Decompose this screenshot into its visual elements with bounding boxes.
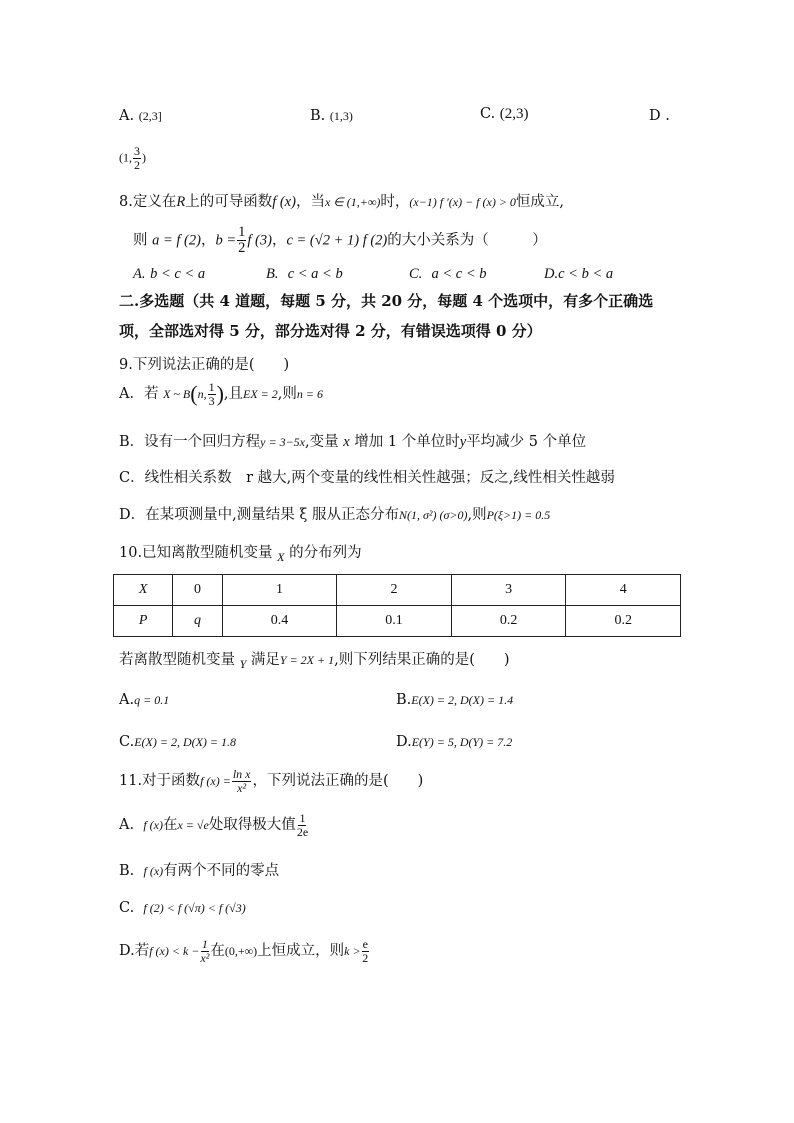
option-label: C. (480, 106, 496, 122)
math: f (x) < k − (149, 944, 200, 959)
q9-stem: 9.下列说法正确的是( ) (119, 357, 290, 373)
denominator: 2 (362, 950, 369, 965)
math: y = 3−5x (260, 435, 306, 449)
text: 的分布列为 (289, 545, 362, 561)
table-cell: 4 (566, 575, 681, 606)
text: 上的可导函数 (185, 194, 273, 210)
text: ，当 (295, 194, 325, 210)
q11-option-c (119, 900, 246, 916)
option-label: B. (310, 108, 326, 124)
denominator: 2 (134, 157, 140, 172)
text: 8.定义在 (119, 194, 177, 210)
text: 在 (210, 943, 225, 960)
text: 处取得极大值 (208, 817, 296, 834)
text: 平均减少 5 个单位 (466, 434, 587, 450)
denominator: x² (237, 780, 247, 795)
option-label: A. (119, 817, 135, 834)
text: D．在某项测量中,测量结果 ξ 服从正态分布 (119, 507, 399, 523)
q11-option-b (119, 859, 279, 880)
option-label: D. (544, 266, 559, 282)
text: 11.对于函数 (119, 773, 201, 790)
text: 则 (133, 232, 148, 249)
option-label: C. (119, 900, 135, 916)
q7-option-b (310, 108, 353, 124)
table-cell: 1 (222, 575, 337, 606)
math: Y (239, 657, 247, 671)
text: 在 (162, 817, 178, 834)
fraction (208, 381, 216, 407)
q7-option-d-label: D . (649, 108, 670, 124)
section-heading-line2: 项，全部选对得 5 分，部分选对得 2 分，有错误选项得 0 分） (119, 322, 542, 340)
q8-option-b (266, 266, 343, 283)
numerator: 3 (134, 144, 140, 158)
q9-option-d (119, 503, 550, 524)
option-label: A. (133, 266, 146, 282)
fraction (297, 812, 308, 838)
text: 增加 1 个单位时 (354, 434, 460, 450)
math: x = √e (177, 818, 209, 833)
math: x (343, 434, 350, 450)
option-expr: a < c < b (431, 266, 487, 282)
option-expr: (2,3) (499, 106, 529, 122)
distribution-table (113, 574, 681, 637)
text: ，下列说法正确的是( ) (252, 773, 424, 790)
math: (x−1) f ′(x) − f (x) > 0 (409, 195, 516, 209)
expr-part: ) (142, 150, 146, 165)
q9-option-c: C．线性相关系数 r 越大,两个变量的线性相关性越强；反之,线性相关性越弱 (119, 470, 615, 486)
q10-option-a (119, 692, 169, 708)
q8-option-d (544, 266, 613, 283)
math: R (176, 194, 186, 210)
option-expr: b < c < a (150, 266, 206, 282)
math: X ~ B (163, 387, 191, 402)
section-heading-line1: 二.多选题（共 4 道题，每题 5 分，共 20 分，每题 4 个选项中，有多个正确选 (119, 292, 654, 310)
text: ,变量 (305, 434, 339, 450)
expr-part: (1, (119, 150, 132, 165)
table-cell: 2 (337, 575, 452, 606)
numerator: e (362, 937, 368, 951)
text: 若离散型随机变量 (119, 652, 235, 668)
math: x ∈ (1,+∞) (324, 195, 381, 209)
math: f (x) (143, 818, 163, 833)
table-cell: X (114, 575, 173, 606)
table-cell: 3 (451, 575, 566, 606)
fraction (232, 768, 252, 794)
q10-option-c (119, 734, 236, 750)
denominator: 3 (208, 393, 215, 408)
q11-option-a (119, 812, 309, 838)
math: n = 6 (296, 387, 323, 402)
numerator: ln x (232, 767, 251, 781)
option-label: A. (119, 108, 135, 124)
math: P(ξ>1) = 0.5 (486, 508, 551, 522)
denominator: x² (200, 950, 210, 965)
left-paren: ( (190, 381, 198, 407)
option-expr: c < a < b (287, 266, 343, 282)
math: f (3) (247, 232, 272, 249)
q8-option-c (409, 266, 487, 283)
option-expr: E(Y) = 5, D(Y) = 7.2 (411, 735, 513, 749)
option-label: C. (409, 266, 423, 282)
option-expr: E(X) = 2, D(X) = 1.4 (411, 693, 514, 707)
denominator: 2 (238, 240, 246, 257)
table-cell: 0.2 (566, 606, 681, 637)
math: f (x) (143, 864, 164, 878)
math: (0,+∞) (224, 944, 258, 959)
fraction (362, 938, 369, 964)
fraction (133, 145, 141, 171)
math: f (2) < f (√π) < f (√3) (143, 901, 246, 915)
math: k > (344, 944, 361, 959)
math: EX = 2 (243, 387, 278, 402)
fraction (200, 938, 209, 964)
text: B．设有一个回归方程 (119, 434, 261, 450)
option-expr: q = 0.1 (134, 693, 170, 707)
table-cell: 0.1 (337, 606, 452, 637)
q10-option-d (396, 734, 512, 750)
text: 满足 (250, 652, 280, 668)
q10-option-b (396, 692, 513, 708)
table-cell: 0 (173, 575, 223, 606)
fraction (237, 225, 246, 256)
option-expr: (2,3] (138, 109, 162, 123)
q7-option-c (480, 106, 529, 123)
table-row (114, 606, 681, 637)
table-cell: P (114, 606, 173, 637)
option-label: B. (119, 863, 135, 879)
math: b = (215, 232, 237, 249)
text: ,则 (467, 507, 487, 523)
table-cell: 0.2 (451, 606, 566, 637)
math: f (x) (272, 194, 296, 210)
text: 的大小关系为（ ） (387, 232, 547, 249)
numerator: 1 (238, 224, 246, 240)
option-expr: (1,3) (329, 109, 353, 123)
text: A．若 (119, 386, 159, 403)
option-label: A. (119, 692, 135, 708)
text: 时， (380, 194, 410, 210)
text: 10.已知离散型随机变量 (119, 545, 273, 561)
right-paren: ) (216, 381, 224, 407)
table-cell: 0.4 (222, 606, 337, 637)
q8-line1 (119, 190, 564, 211)
q9-option-b (119, 430, 586, 451)
q7-option-a (119, 108, 162, 124)
q9-option-a (119, 381, 323, 407)
option-label: B. (396, 692, 412, 708)
option-expr: E(X) = 2, D(X) = 1.8 (134, 735, 237, 749)
text: 恒成立, (515, 194, 565, 210)
numerator: 1 (208, 380, 215, 394)
table-cell: q (173, 606, 223, 637)
q8-option-a (133, 266, 205, 283)
text: 上恒成立，则 (257, 943, 345, 960)
q8-line2 (133, 225, 547, 256)
text: D.若 (119, 943, 150, 960)
math: a = f (2) (152, 232, 201, 249)
text: ， (200, 232, 216, 249)
denominator: 2e (296, 824, 309, 839)
numerator: 1 (299, 811, 306, 825)
math: f (x) = (200, 774, 231, 789)
math: n, (197, 387, 207, 402)
math: N(1, σ²) (σ>0) (398, 508, 468, 522)
math: y (459, 434, 467, 450)
text: ,且 (223, 386, 244, 403)
option-expr: c < b < a (558, 266, 614, 282)
option-label: C. (119, 734, 135, 750)
numerator: 1 (201, 937, 208, 951)
math: X (277, 550, 285, 564)
text: 有两个不同的零点 (163, 863, 280, 879)
text: ， (271, 232, 287, 249)
table-row (114, 575, 681, 606)
option-label: D. (396, 734, 412, 750)
text: ,则下列结果正确的是( ) (334, 652, 510, 668)
q11-option-d (119, 938, 370, 964)
q7-option-d-expr (119, 145, 146, 171)
option-label: B. (266, 266, 279, 282)
q10-condition (119, 648, 510, 669)
math: c = (√2 + 1) f (2) (286, 232, 388, 249)
math: Y = 2X + 1 (279, 653, 335, 667)
q11-stem (119, 768, 423, 794)
text: ,则 (277, 386, 297, 403)
q10-stem (119, 541, 362, 562)
